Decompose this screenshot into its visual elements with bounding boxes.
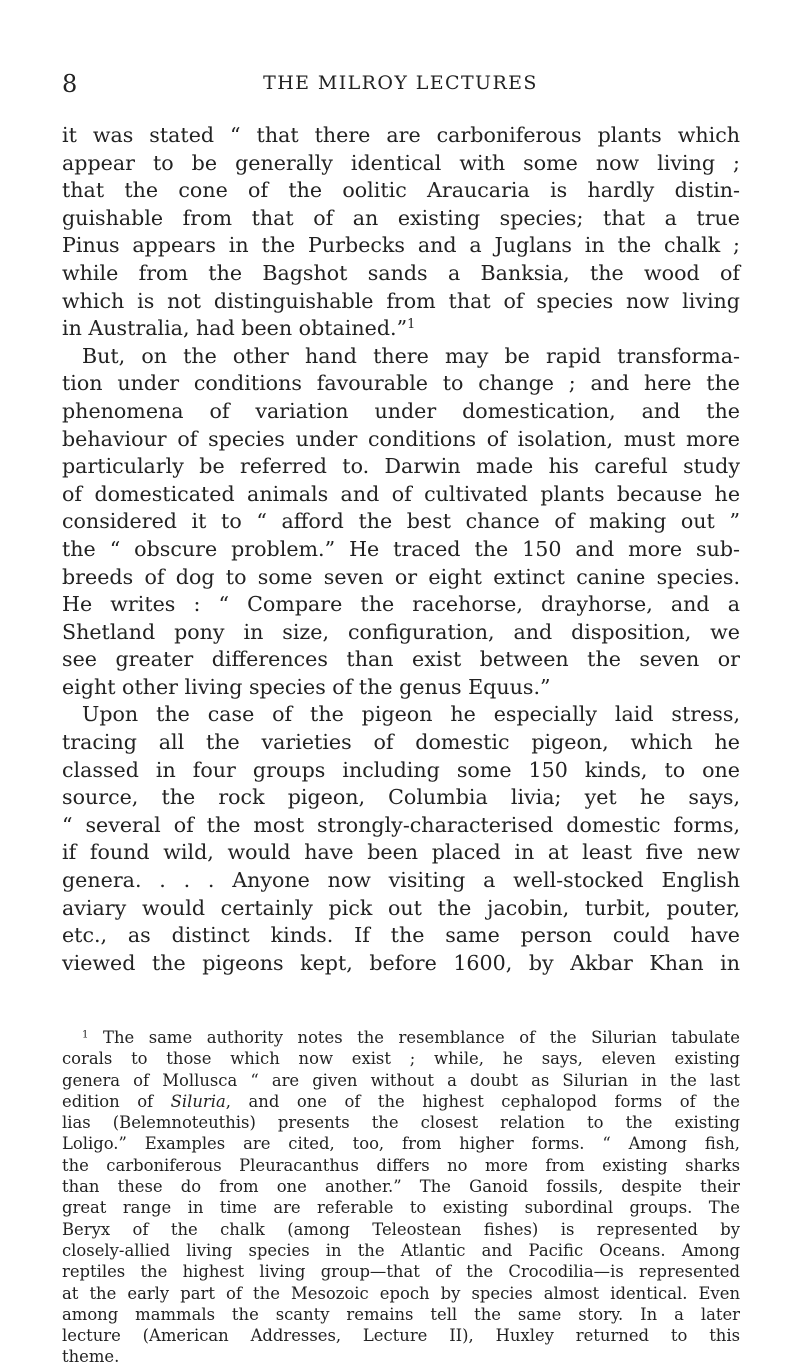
body-line: eight other living species of the genus Equus.” xyxy=(62,674,551,699)
footnote-line: great range in time are referable to existing subordinal groups. The xyxy=(62,1198,740,1218)
body-line: of domesticated animals and of cultivated plants because he xyxy=(62,481,740,506)
body-line: tion under conditions favourable to change ; and here the xyxy=(62,371,740,396)
footnote-line: at the early part of the Mesozoic epoch by species almost identical. Even xyxy=(62,1283,740,1303)
body-line: behaviour of species under conditions of isolation, must more xyxy=(62,426,740,451)
body-line: classed in four groups including some 150 kinds, to one xyxy=(62,757,740,782)
body-line: Upon the case of the pigeon he especially laid stress, xyxy=(82,702,740,727)
body-line: He writes : “ Compare the racehorse, drayhorse, and a xyxy=(62,592,740,617)
footnote-book-title: Siluria xyxy=(170,1091,226,1111)
body-line: aviary would certainly pick out the jacobin, turbit, pouter, xyxy=(62,895,740,920)
footnote-line: the carboniferous Pleuracanthus differs no more from existing sharks xyxy=(62,1155,740,1175)
footnote-line: than these do from one another.” The Ganoid fossils, despite their xyxy=(62,1177,740,1197)
footnote-line: Loligo.” Examples are cited, too, from higher forms. “ Among fish, xyxy=(62,1134,740,1154)
body-text xyxy=(62,122,740,977)
body-line: Shetland pony in size, configuration, and disposition, we xyxy=(62,619,740,644)
body-line: “ several of the most strongly-characterised domestic forms, xyxy=(62,812,740,837)
body-line-text: in Australia, had been obtained.” xyxy=(62,316,408,341)
body-line: Pinus appears in the Purbecks and a Juglans in the chalk ; xyxy=(62,233,740,258)
body-line: particularly be referred to. Darwin made his careful study xyxy=(62,454,740,479)
body-line xyxy=(62,315,740,343)
footnote-line: lecture (American Addresses, Lecture II), Huxley returned to this xyxy=(62,1326,740,1346)
footnote-line-text: edition of xyxy=(62,1091,154,1111)
footnote-line xyxy=(62,1027,740,1048)
body-line: see greater differences than exist between the seven or xyxy=(62,647,740,672)
body-line: tracing all the varieties of domestic pigeon, which he xyxy=(62,730,740,755)
footnote-line: reptiles the highest living group—that of the Crocodilia—is represented xyxy=(62,1262,740,1282)
running-head: THE MILROY LECTURES xyxy=(263,72,538,94)
body-line: viewed the pigeons kept, before 1600, by Akbar Khan in xyxy=(62,950,740,975)
footnote-line: genera of Mollusca “ are given without a doubt as Silurian in the last xyxy=(62,1070,740,1090)
footnote-line: lias (Belemnoteuthis) presents the closest relation to the existing xyxy=(62,1113,740,1133)
body-line: which is not distinguishable from that of species now living xyxy=(62,288,740,313)
body-line: guishable from that of an existing species; that a true xyxy=(62,205,740,230)
footnote-line: among mammals the scanty remains tell the same story. In a later xyxy=(62,1304,740,1324)
footnote-line-text: , and one of the highest cephalopod forms of the xyxy=(225,1091,740,1111)
body-line: considered it to “ afford the best chance of making out ” xyxy=(62,509,740,534)
body-line: etc., as distinct kinds. If the same person could have xyxy=(62,923,740,948)
body-line: appear to be generally identical with some now living ; xyxy=(62,150,740,175)
footnote-line: corals to those which now exist ; while, he says, eleven existing xyxy=(62,1049,740,1069)
footnote-line-text: The same authority notes the resemblance of the Silurian tabulate xyxy=(103,1028,740,1047)
footnote-line: Beryx of the chalk (among Teleostean fishes) is represented by xyxy=(62,1219,740,1239)
footnote-line xyxy=(62,1091,740,1112)
body-line: if found wild, would have been placed in at least five new xyxy=(62,840,740,865)
footnote-line: theme. xyxy=(62,1347,120,1367)
footnote-line: closely-allied living species in the Atlantic and Pacific Oceans. Among xyxy=(62,1240,740,1260)
body-line: phenomena of variation under domestication, and the xyxy=(62,398,740,423)
footnotes xyxy=(62,1027,740,1368)
footnote-reference: 1 xyxy=(407,317,416,333)
body-line: genera. . . . Anyone now visiting a well-stocked English xyxy=(62,868,740,893)
body-line: the “ obscure problem.” He traced the 150 and more sub- xyxy=(62,536,740,561)
page-number: 8 xyxy=(62,70,78,98)
body-line: it was stated “ that there are carboniferous plants which xyxy=(62,123,740,147)
body-line: But, on the other hand there may be rapid transforma- xyxy=(82,343,740,368)
body-line: that the cone of the oolitic Araucaria is hardly distin- xyxy=(62,178,740,203)
body-line: breeds of dog to some seven or eight extinct canine species. xyxy=(62,564,740,589)
body-line: while from the Bagshot sands a Banksia, the wood of xyxy=(62,260,740,285)
footnote-marker: 1 xyxy=(82,1029,89,1041)
body-line: source, the rock pigeon, Columbia livia; yet he says, xyxy=(62,785,740,810)
